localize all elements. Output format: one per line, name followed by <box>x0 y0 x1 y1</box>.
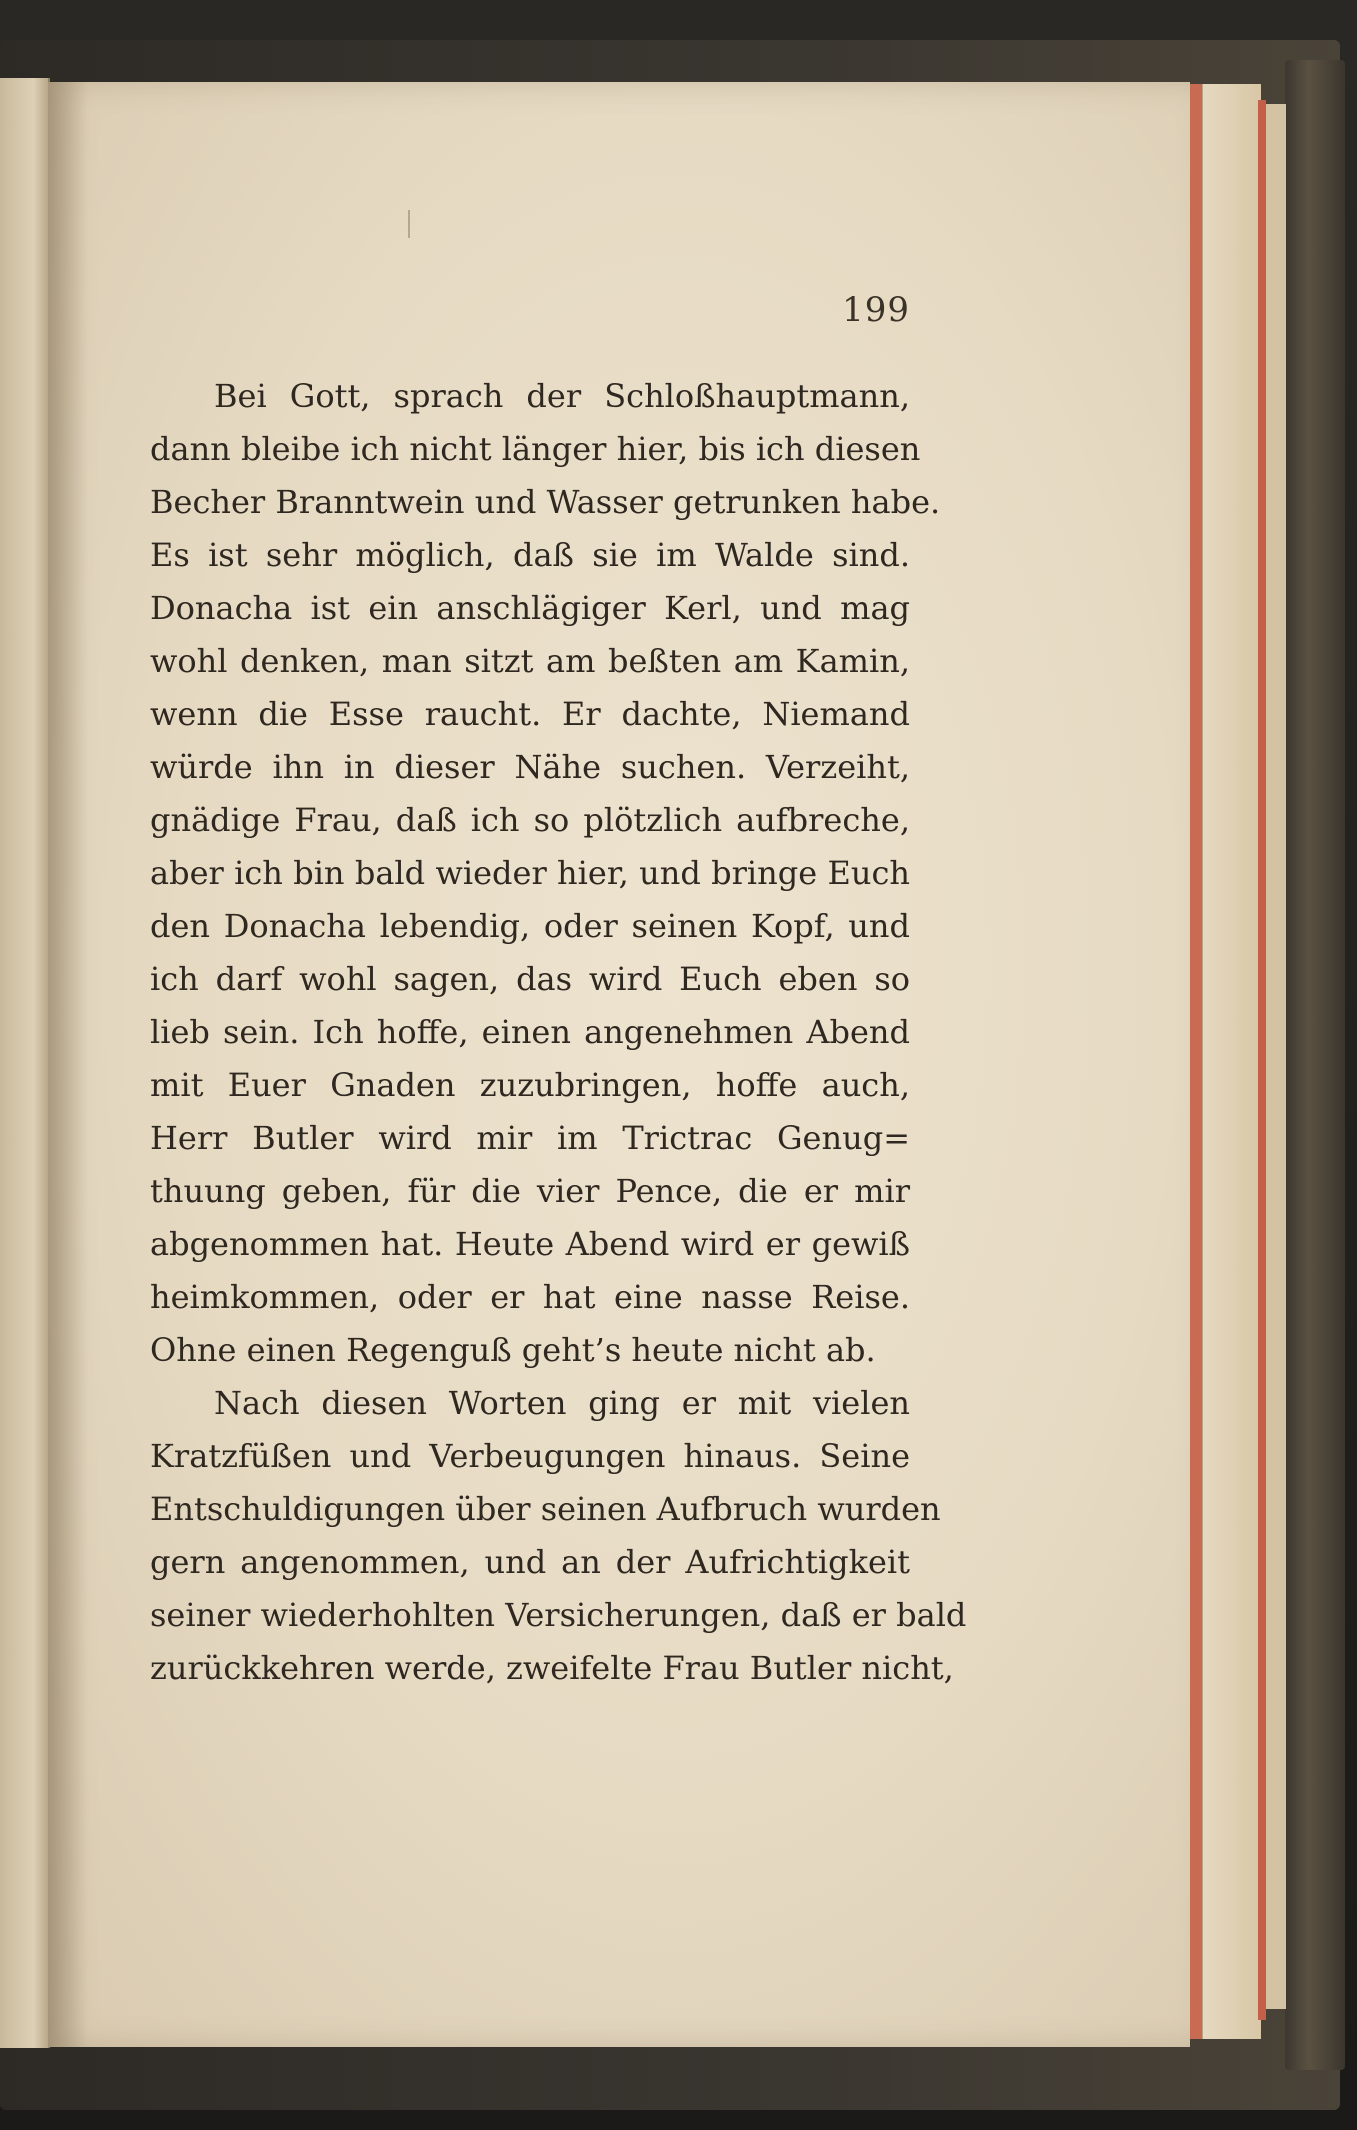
text-line: Es ist sehr möglich, daß sie im Walde sind. <box>150 536 910 574</box>
text-line: Bei Gott, sprach der Schloßhauptmann, <box>214 377 910 415</box>
text-line: mit Euer Gnaden zuzubringen, hoffe auch, <box>150 1066 910 1104</box>
text-line: seiner wiederhohlten Versicherungen, daß er bald <box>150 1596 967 1634</box>
page-edge-outer <box>1266 104 1286 2009</box>
book-cover-edge <box>1285 60 1345 2070</box>
text-line: wenn die Esse raucht. Er dachte, Niemand <box>150 695 910 733</box>
text-line: aber ich bin bald wieder hier, und bringe Euch <box>150 854 910 892</box>
text-line: Donacha ist ein anschlägiger Kerl, und mag <box>150 589 910 627</box>
text-line: Herr Butler wird mir im Trictrac Genug= <box>150 1119 910 1157</box>
text-line: ich darf wohl sagen, das wird Euch eben so <box>150 960 910 998</box>
page-edge-red-inner <box>1258 100 1266 2020</box>
text-line: den Donacha lebendig, oder seinen Kopf, und <box>150 907 910 945</box>
page-number: 199 <box>842 290 910 330</box>
text-line: heimkommen, oder er hat eine nasse Reise. <box>150 1278 910 1316</box>
text-line: zurückkehren werde, zweifelte Frau Butler nicht, <box>150 1649 954 1687</box>
text-line: gern angenommen, und an der Aufrichtigkeit <box>150 1543 910 1581</box>
text-line: wohl denken, man sitzt am beßten am Kamin, <box>150 642 910 680</box>
gutter-shadow <box>48 82 88 2047</box>
paper-mark <box>408 210 410 238</box>
facing-page-edge <box>0 78 50 2048</box>
page-edge-red <box>1190 84 1202 2039</box>
paragraph-2 <box>150 1377 967 1695</box>
text-line: abgenommen hat. Heute Abend wird er gewiß <box>150 1225 910 1263</box>
text-line: gnädige Frau, daß ich so plötzlich aufbreche, <box>150 801 910 839</box>
paragraph-1 <box>150 370 941 1377</box>
text-line: Entschuldigungen über seinen Aufbruch wurden <box>150 1490 941 1528</box>
text-line: Becher Branntwein und Wasser getrunken habe. <box>150 483 941 521</box>
text-line: lieb sein. Ich hoffe, einen angenehmen Abend <box>150 1013 910 1051</box>
text-line: Kratzfüßen und Verbeugungen hinaus. Seine <box>150 1437 910 1475</box>
text-line: thuung geben, für die vier Pence, die er mir <box>150 1172 910 1210</box>
text-line: Ohne einen Regenguß geht’s heute nicht ab. <box>150 1331 876 1369</box>
body-text <box>150 370 967 1695</box>
text-line: würde ihn in dieser Nähe suchen. Verzeiht, <box>150 748 910 786</box>
text-line: Nach diesen Worten ging er mit vielen <box>214 1384 910 1422</box>
text-line: dann bleibe ich nicht länger hier, bis ich diesen <box>150 430 921 468</box>
page-edge-stack <box>1202 84 1261 2039</box>
